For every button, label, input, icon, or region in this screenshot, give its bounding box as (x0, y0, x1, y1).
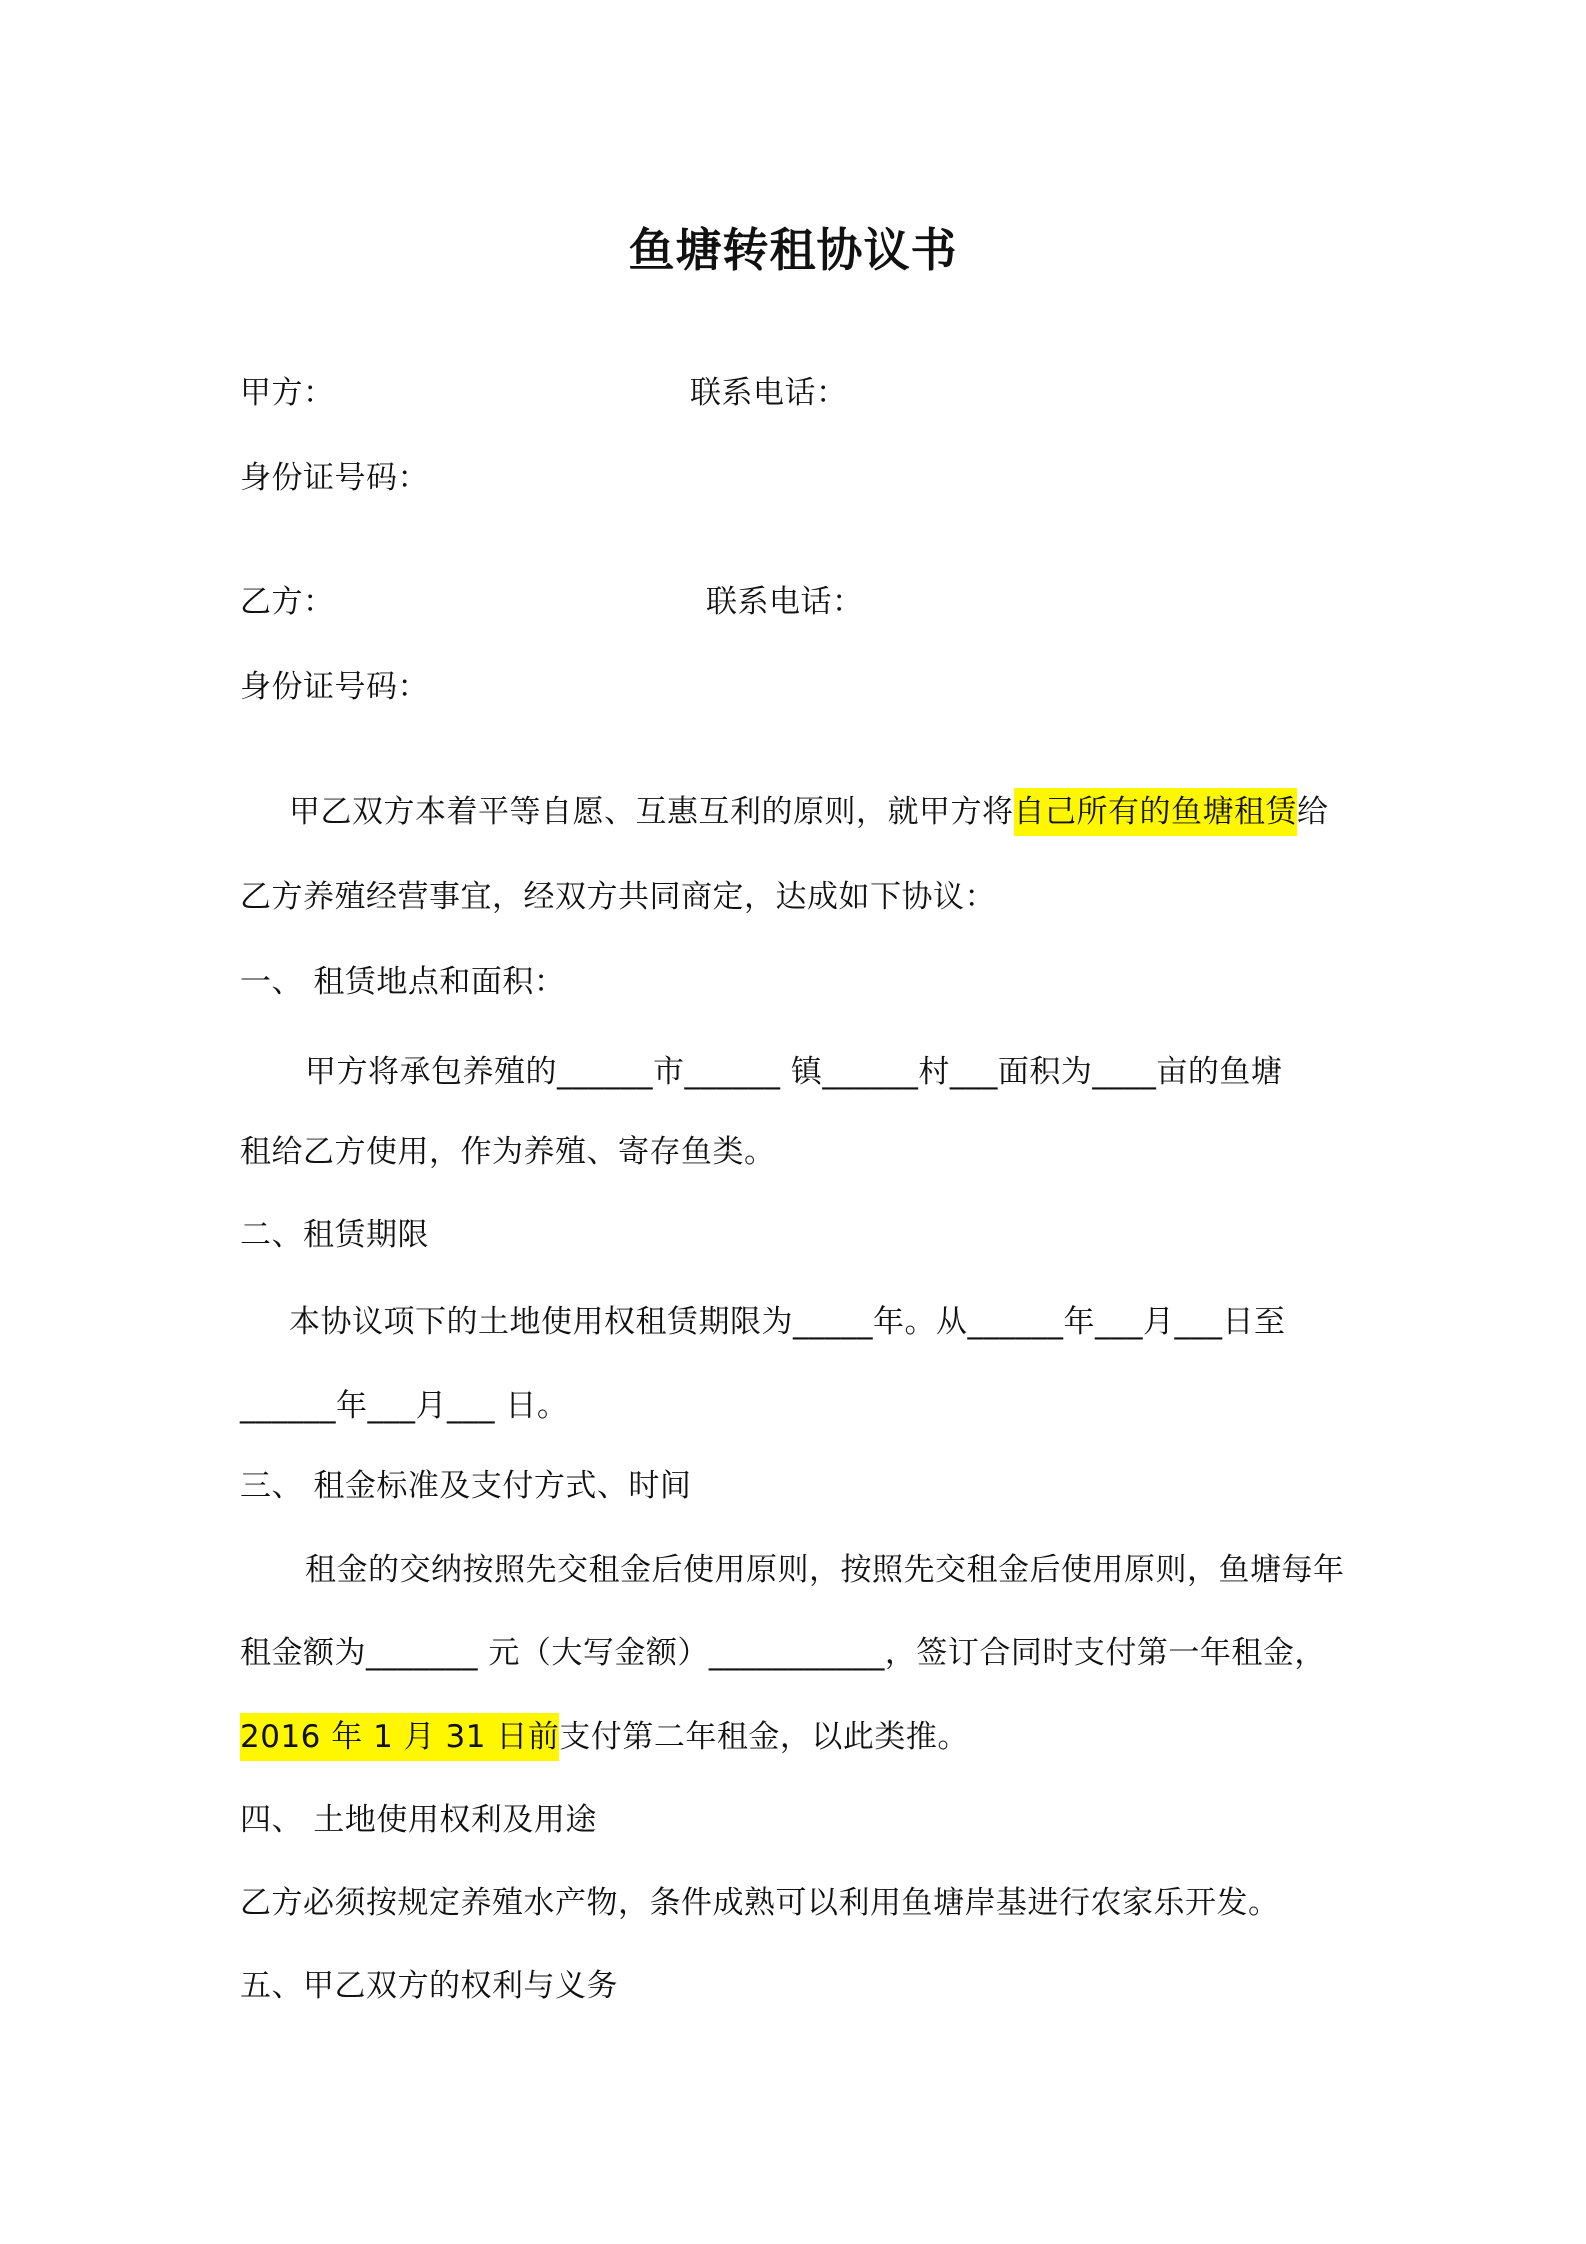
party-b-phone-label: 联系电话： (706, 584, 864, 620)
section-4-line-1: 乙方必须按规定养殖水产物，条件成熟可以利用鱼塘岸基进行农家乐开发。 (240, 1885, 1280, 1921)
party-a-label: 甲方： (240, 375, 335, 411)
section-1-heading: 一、 租赁地点和面积： (240, 964, 566, 1000)
party-a-phone-label: 联系电话： (690, 375, 848, 411)
intro-text-end: 给 (1297, 794, 1329, 830)
party-b-id-label: 身份证号码： (240, 669, 429, 705)
intro-text-start: 甲乙双方本着平等自愿、互惠互利的原则，就甲方将 (289, 794, 1014, 830)
section-3-line-1: 租金的交纳按照先交租金后使用原则，按照先交租金后使用原则，鱼塘每年 (305, 1552, 1345, 1588)
section-2-heading: 二、租赁期限 (240, 1217, 429, 1253)
section-4-heading: 四、 土地使用权利及用途 (240, 1802, 597, 1838)
intro-highlight: 自己所有的鱼塘租赁 (1014, 788, 1298, 836)
party-b-label: 乙方： (240, 584, 335, 620)
due-date-highlight: 2016 年 1 月 31 日前 (240, 1713, 559, 1761)
intro-line-1 (289, 792, 1329, 832)
section-3-line-3 (240, 1717, 969, 1757)
section-3-heading: 三、 租金标准及支付方式、时间 (240, 1468, 692, 1504)
section-2-line-2: ______年___月___ 日。 (240, 1388, 569, 1424)
section-5-heading: 五、甲乙双方的权利与义务 (240, 1968, 618, 2004)
section-3-line-2: 租金额为_______ 元（大写金额）___________，签订合同时支付第一年租金， (240, 1635, 1326, 1671)
party-a-id-label: 身份证号码： (240, 460, 429, 496)
section-3-line-3-rest: 支付第二年租金，以此类推。 (559, 1719, 969, 1755)
section-1-line-2: 租给乙方使用，作为养殖、寄存鱼类。 (240, 1134, 776, 1170)
document-title: 鱼塘转租协议书 (628, 223, 958, 277)
section-2-line-1: 本协议项下的土地使用权租赁期限为_____年。从______年___月___日至 (289, 1304, 1286, 1340)
section-1-line-1: 甲方将承包养殖的______市______ 镇______村___面积为____亩的鱼塘 (305, 1054, 1283, 1090)
intro-line-2: 乙方养殖经营事宜，经双方共同商定，达成如下协议： (240, 879, 996, 915)
